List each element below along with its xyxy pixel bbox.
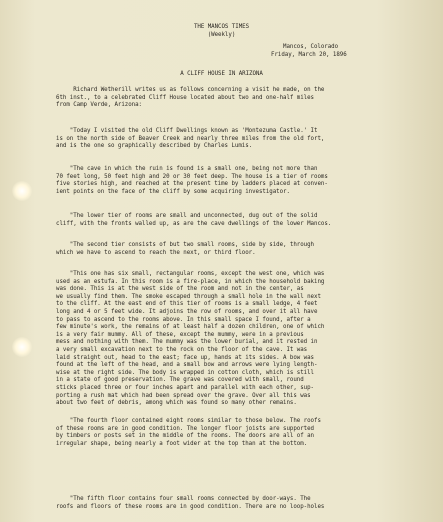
- paragraph-third-floor: "This one has six small, rectangular rooms, except the west one, which was used as an estufa. In this room is a fire-place, in which the household baking was done. This is at the west side of the room and not in the center, as we usually find them. The smoke escaped through a small hole in the wall next to the cliff. At the east end of this tier of rooms is a small ledge, 4 feet long and 4 or 5 feet wide. It adjoins the row of rooms, and over it all have to pass to ascend to the rooms above. In this small space I found, after a few minute's work, the remains of at least half a dozen children, one of which is a very fair mummy. All of these, except the mummy, were in a previous mess and nothing with them. The mummy was the lower burial, and it rested in a very small excavation next to the rock on the floor of the cave. It was laid straight out, head to the east; face up, hands at its sides. A bow was found at the left of the head, and a small bow and arrows were lying length- wise at the right side. The body is wrapped in cotton cloth, which is still in a state of good preservation. The grave was covered with small, round sticks placed three or four inches apart and parallel with each other, sup- porting a rush mat which had been spread over the grave. Over all this was about two feet of debris, among which was found so many other remains.: [56, 271, 325, 407]
- paragraph-cave: "The cave in which the ruin is found is a small one, being not more than 70 feet long, 50 feet high and 20 or 30 feet deep. The house is a tier of rooms five stories high, and reached at the present time by ladders placed at conven- ient points on the face of the cliff by some acquiring investigator.: [56, 166, 328, 195]
- headline: A CLIFF HOUSE IN ARIZONA: [180, 71, 263, 77]
- paragraph-montezuma-castle: "Today I visited the old Cliff Dwellings known as 'Montezuma Castle.' It is on the north side of Beaver Creek and nearly three miles from the old fort, and is the one so graphically described by Charles Lumis.: [56, 128, 325, 150]
- paragraph-lower-tier: "The lower tier of rooms are small and unconnected, dug out of the solid cliff, with the fronts walled up, as are the cave dwellings of the lower Mancos.: [56, 213, 332, 227]
- masthead-title: THE MANCOS TIMES: [193, 24, 250, 30]
- punch-hole-bottom: [12, 337, 32, 357]
- paragraph-fifth-floor: "The fifth floor contains four small rooms connected by door-ways. The roofs and floors of these rooms are in good condition. There are no loop-holes: [56, 496, 325, 510]
- dateline-place: Mancos, Colorado: [283, 44, 339, 50]
- dateline-date: Friday, March 20, 1896: [271, 52, 347, 58]
- paragraph-intro: Richard Wetherill writes us as follows concerning a visit he made, on the 6th inst., to a celebrated Cliff House located about two and one-half miles from Camp Verde, Arizona:: [56, 87, 325, 109]
- paragraph-second-tier: "The second tier consists of but two small rooms, side by side, through which we have to ascend to reach the next, or third floor.: [56, 242, 315, 256]
- masthead-subtitle: (Weekly): [207, 32, 236, 38]
- punch-hole-top: [12, 181, 32, 201]
- paragraph-fourth-floor: "The fourth floor contained eight rooms similar to those below. The roofs of these rooms are in good condition. The longer floor joists are supported by timbers or posts set in the middle of the rooms. The doors are all of an irregular shape, being nearly a foot wider at the top than at the bottom.: [56, 418, 321, 447]
